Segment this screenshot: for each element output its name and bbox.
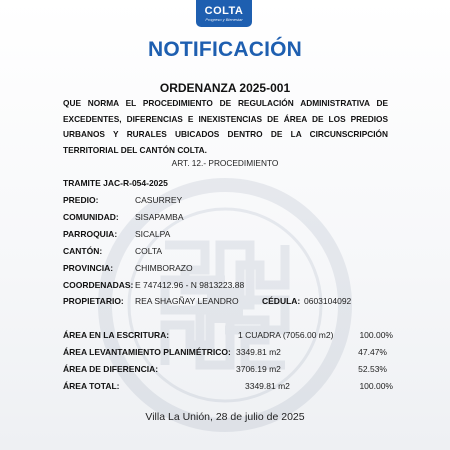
logo-brand: COLTA	[204, 4, 244, 17]
field-value: SISAPAMBA	[135, 212, 184, 222]
area-row	[63, 381, 393, 393]
field-value: CASURREY	[135, 195, 183, 205]
field-label: CANTÓN:	[63, 246, 103, 256]
field-label: PARROQUIA:	[63, 229, 118, 239]
field-value: COLTA	[135, 246, 163, 256]
ordinance-description: QUE NORMA EL PROCEDIMIENTO DE REGULACIÓN ADMINISTRATIVA DE EXCEDENTES, DIFERENCIAS E INEXISTENCIAS DE ÁREA DE LOS PREDIOS URBANOS Y RURALES UBICADOS DENTRO DE LA CIRCUNSCRIPCIÓN TERRITORIAL DEL CANTÓN COLTA.	[63, 98, 388, 155]
field-label: COMUNIDAD:	[63, 212, 119, 222]
area-value: 3349.81 m2	[245, 381, 290, 391]
colta-logo	[196, 0, 252, 27]
field-label: PROPIETARIO:	[63, 296, 124, 306]
article-reference: ART. 12.- PROCEDIMIENTO	[171, 158, 279, 168]
area-row	[63, 347, 393, 359]
area-value: 3706.19 m2	[236, 364, 281, 374]
field-value: SICALPA	[135, 229, 171, 239]
field-value: CHIMBORAZO	[135, 263, 193, 273]
area-value: 3349.81 m2	[236, 347, 281, 357]
field-label: COORDENADAS:	[63, 280, 134, 290]
area-label: ÁREA LEVANTAMIENTO PLANIMÉTRICO:	[63, 347, 231, 357]
area-label: ÁREA EN LA ESCRITURA:	[63, 330, 170, 340]
area-value: 1 CUADRA (7056.00 m2)	[238, 330, 334, 340]
field-label: PROVINCIA:	[63, 263, 114, 273]
area-percent: 52.53%	[358, 364, 387, 374]
field-label: CÉDULA:	[262, 296, 301, 306]
ordinance-heading: ORDENANZA 2025-001	[159, 81, 291, 95]
field-value: REA SHAGÑAY LEANDRO	[135, 296, 239, 306]
area-percent: 100.00%	[359, 330, 393, 340]
field-value: E 747412.96 - N 9813223.88	[135, 280, 245, 290]
area-label: ÁREA TOTAL:	[63, 381, 120, 391]
place-date: Villa La Unión, 28 de julio de 2025	[145, 411, 305, 423]
area-row	[63, 330, 393, 342]
area-row	[63, 364, 393, 376]
area-percent: 100.00%	[359, 381, 393, 391]
area-label: ÁREA DE DIFERENCIA:	[63, 364, 159, 374]
page-title: NOTIFICACIÓN	[147, 38, 303, 61]
area-percent: 47.47%	[358, 347, 387, 357]
field-value: 0603104092	[304, 296, 352, 306]
tramite-number: TRAMITE JAC-R-054-2025	[63, 178, 168, 188]
field-label: PREDIO:	[63, 195, 99, 205]
logo-slogan: Progreso y Bienestar	[205, 16, 243, 22]
